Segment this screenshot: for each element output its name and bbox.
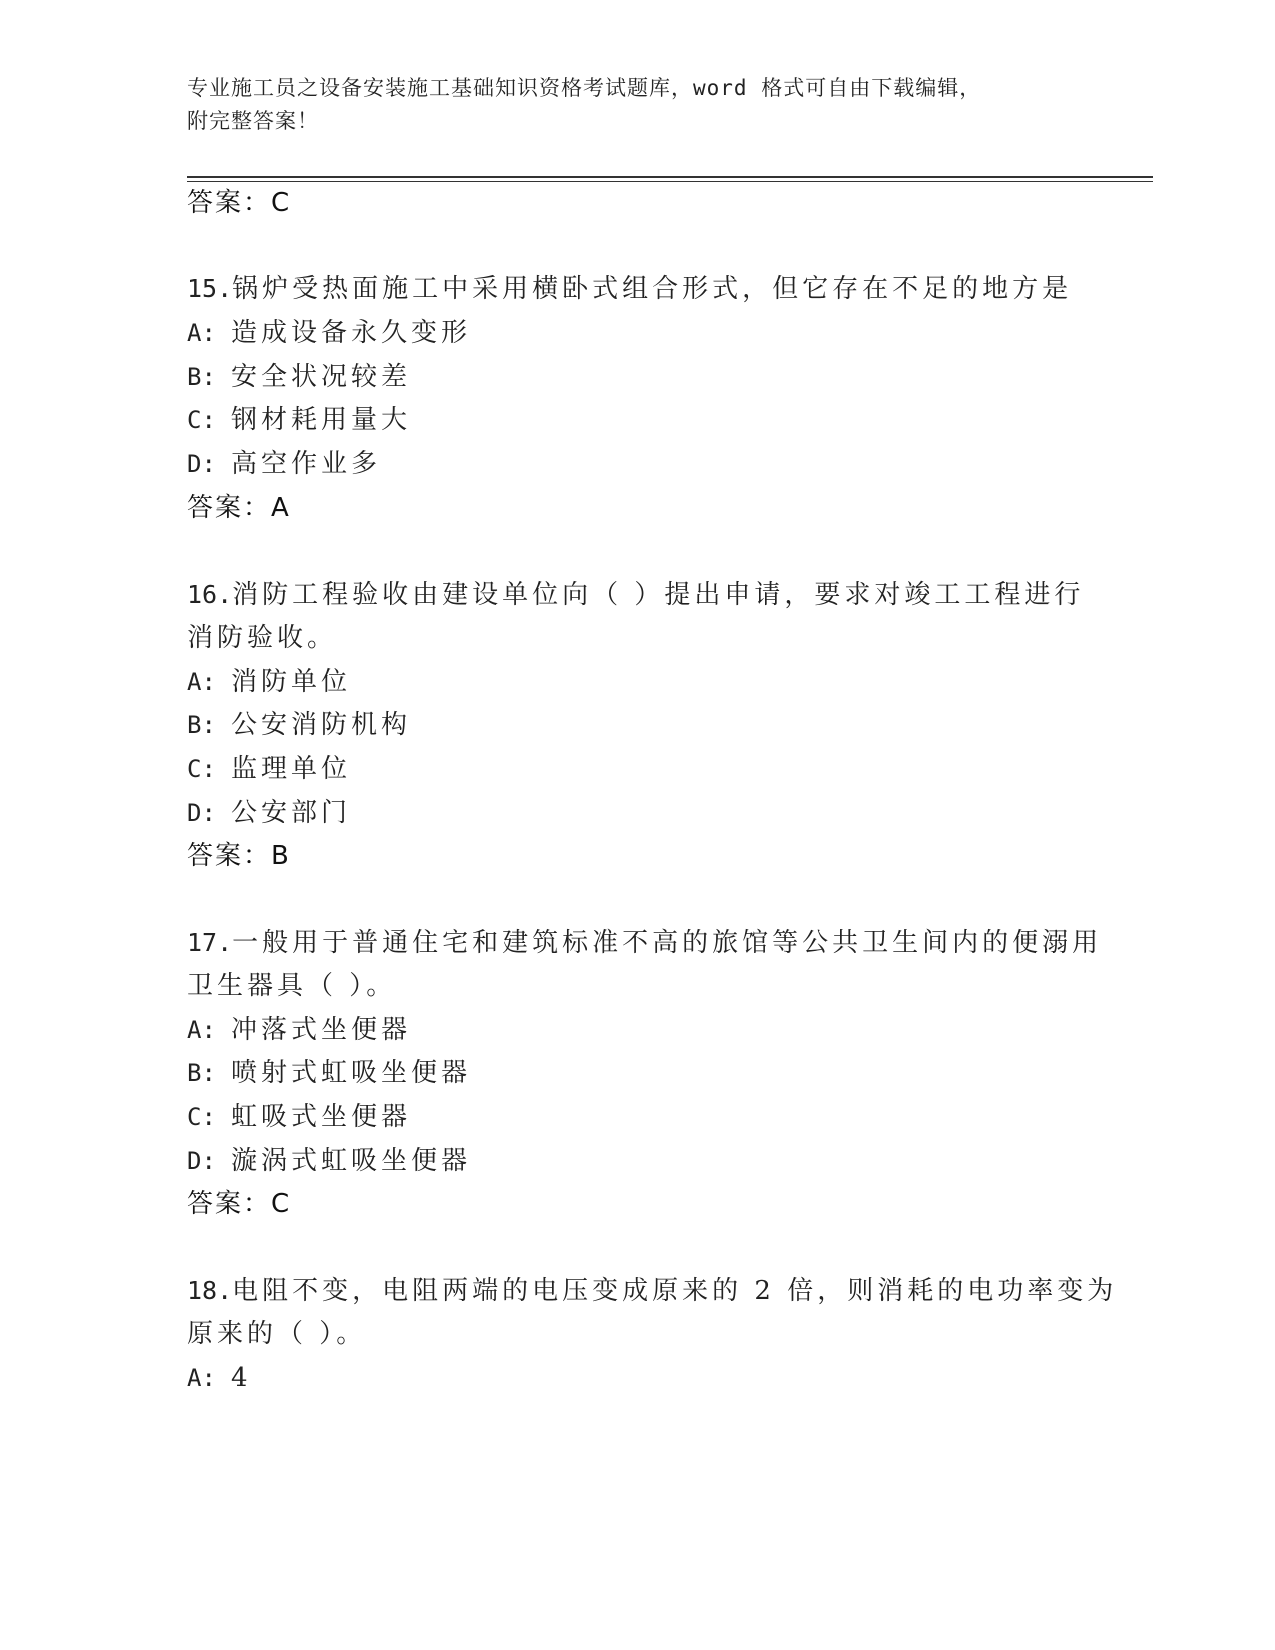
question-15-text <box>187 274 1072 304</box>
option-d <box>187 1146 471 1176</box>
option-letter: B: <box>187 1059 216 1087</box>
header-divider-thin <box>187 181 1153 182</box>
option-a <box>187 1015 411 1045</box>
header-divider-thick <box>187 176 1153 178</box>
header-line-1: 专业施工员之设备安装施工基础知识资格考试题库，word 格式可自由下载编辑， <box>187 76 982 100</box>
option-letter: A: <box>187 668 216 696</box>
option-letter: C: <box>187 1103 216 1131</box>
option-b <box>187 1058 471 1088</box>
question-16-text-cont: 消防验收。 <box>187 623 338 653</box>
page-header <box>187 72 1067 138</box>
option-letter: D: <box>187 799 216 827</box>
option-a <box>187 667 351 697</box>
option-text: 安全状况较差 <box>231 362 412 392</box>
option-letter: A: <box>187 1364 216 1392</box>
option-c <box>187 405 411 435</box>
option-text: 公安消防机构 <box>231 710 412 740</box>
question-18-text <box>187 1276 1117 1306</box>
option-text: 钢材耗用量大 <box>231 405 412 435</box>
option-d <box>187 449 381 479</box>
option-c <box>187 754 351 784</box>
option-letter: B: <box>187 711 216 739</box>
option-a <box>187 1363 252 1393</box>
option-text: 公安部门 <box>231 798 352 828</box>
answer-previous: 答案：C <box>187 188 292 218</box>
option-letter: B: <box>187 363 216 391</box>
option-b <box>187 362 411 392</box>
option-letter: D: <box>187 450 216 478</box>
answer-17: 答案：C <box>187 1189 292 1219</box>
answer-15: 答案：A <box>187 493 291 523</box>
option-c <box>187 1102 411 1132</box>
question-line: 电阻不变，电阻两端的电压变成原来的 2 倍，则消耗的电功率变为 <box>232 1276 1118 1306</box>
option-letter: D: <box>187 1147 216 1175</box>
option-text: 高空作业多 <box>231 449 382 479</box>
answer-16: 答案：B <box>187 841 291 871</box>
option-text: 监理单位 <box>231 754 352 784</box>
option-text: 漩涡式虹吸坐便器 <box>231 1146 472 1176</box>
option-text: 4 <box>231 1363 252 1393</box>
option-a <box>187 318 471 348</box>
option-text: 消防单位 <box>231 667 352 697</box>
question-line: 消防工程验收由建设单位向（ ）提出申请，要求对竣工工程进行 <box>232 580 1085 610</box>
option-text: 造成设备永久变形 <box>231 318 472 348</box>
question-17-text <box>187 928 1102 958</box>
option-b <box>187 710 411 740</box>
question-17-text-cont: 卫生器具（ ）。 <box>187 971 397 1001</box>
option-text: 冲落式坐便器 <box>231 1015 412 1045</box>
question-line: 一般用于普通住宅和建筑标准不高的旅馆等公共卫生间内的便溺用 <box>232 928 1103 958</box>
header-line-2: 附完整答案！ <box>187 109 319 133</box>
question-number: 18. <box>187 1276 233 1305</box>
question-line: 锅炉受热面施工中采用横卧式组合形式，但它存在不足的地方是 <box>232 274 1073 304</box>
option-d <box>187 798 351 828</box>
option-text: 喷射式虹吸坐便器 <box>231 1058 472 1088</box>
question-18-text-cont: 原来的（ ）。 <box>187 1319 367 1349</box>
option-text: 虹吸式坐便器 <box>231 1102 412 1132</box>
option-letter: C: <box>187 406 216 434</box>
question-number: 15. <box>187 274 233 303</box>
question-16-text <box>187 580 1084 610</box>
question-number: 17. <box>187 928 233 957</box>
option-letter: A: <box>187 1016 216 1044</box>
question-number: 16. <box>187 580 233 609</box>
option-letter: C: <box>187 755 216 783</box>
option-letter: A: <box>187 319 216 347</box>
